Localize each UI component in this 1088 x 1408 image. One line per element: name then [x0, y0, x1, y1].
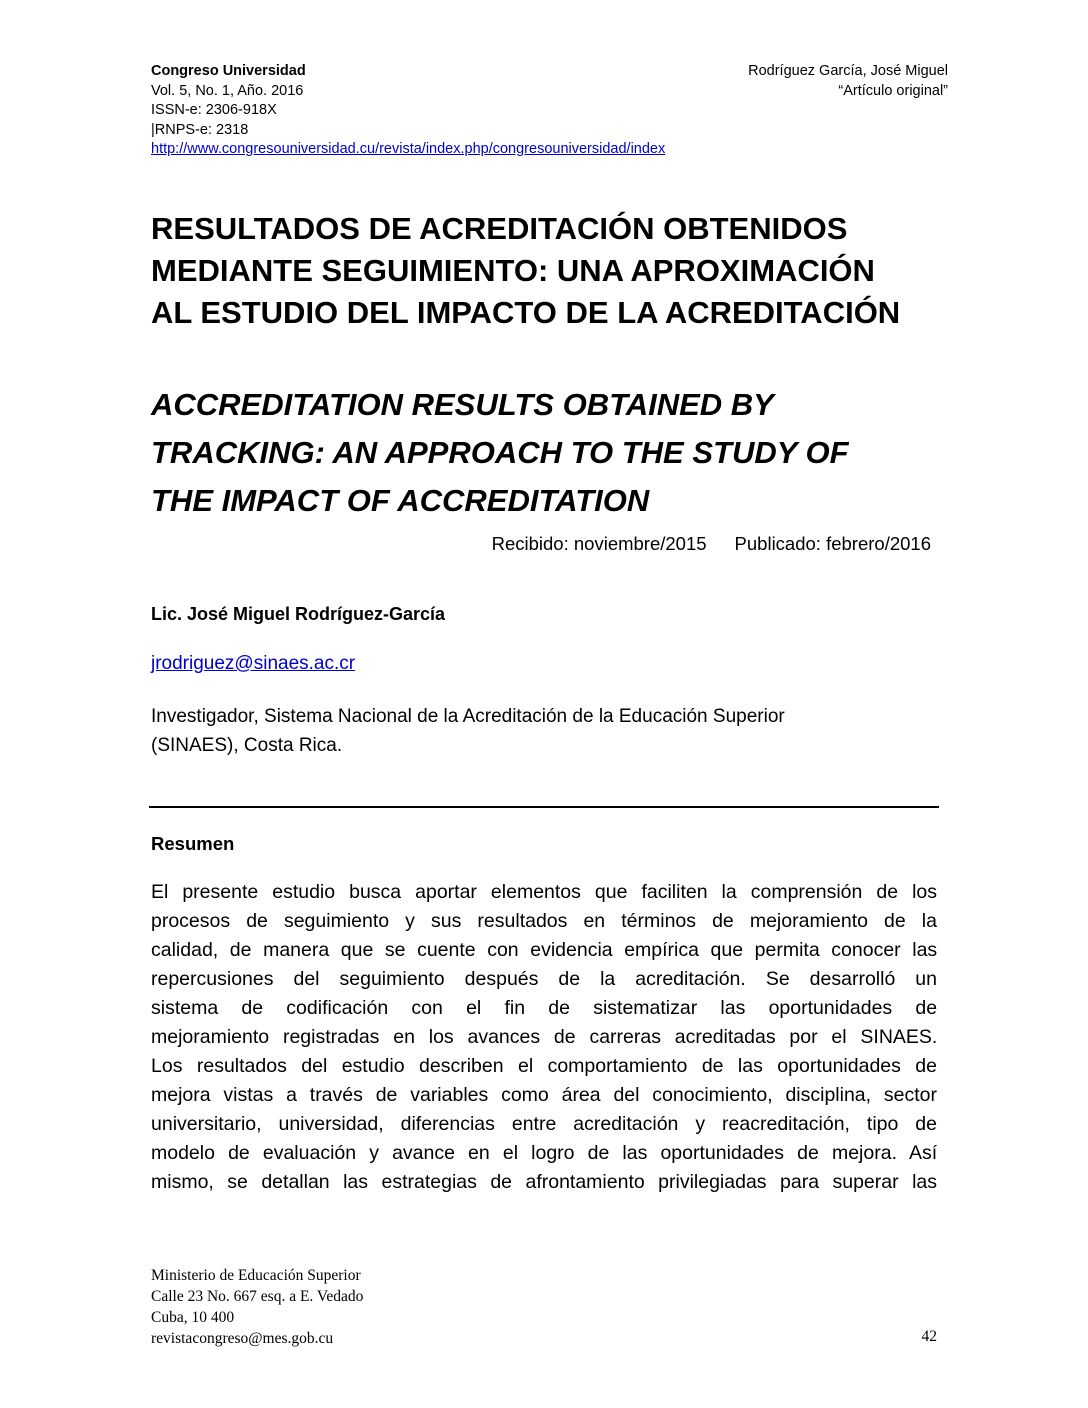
- abstract-line: mejoramiento registradas en los avances de carreras acreditadas por el SINAES.: [151, 1026, 937, 1048]
- title-spanish-line: MEDIANTE SEGUIMIENTO: UNA APROXIMACIÓN: [151, 253, 875, 288]
- journal-url-link[interactable]: http://www.congresouniversidad.cu/revista/index.php/congresouniversidad/index: [151, 141, 666, 157]
- abstract-line: Los resultados del estudio describen el comportamiento de las oportunidades de: [151, 1055, 937, 1077]
- abstract-heading: Resumen: [151, 833, 235, 854]
- footer-line: revistacongreso@mes.gob.cu: [151, 1330, 334, 1347]
- abstract-line: modelo de evaluación y avance en el logro de las oportunidades de mejora. Así: [151, 1142, 937, 1164]
- author-name: Lic. José Miguel Rodríguez-García: [151, 604, 446, 624]
- section-divider: [149, 806, 939, 808]
- journal-rnps: |RNPS-e: 2318: [151, 121, 249, 138]
- published-date: Publicado: febrero/2016: [734, 533, 931, 554]
- footer-line: Ministerio de Educación Superior: [151, 1267, 361, 1284]
- running-header: [748, 62, 948, 101]
- footer-line: Calle 23 No. 667 esq. a E. Vedado: [151, 1288, 364, 1305]
- title-english: [151, 381, 951, 525]
- abstract-line: universitario, universidad, diferencias entre acreditación y reacreditación, tipo de: [151, 1113, 937, 1135]
- running-author: Rodríguez García, José Miguel: [748, 63, 948, 79]
- title-spanish-line: RESULTADOS DE ACREDITACIÓN OBTENIDOS: [151, 211, 848, 246]
- abstract-line: repercusiones del seguimiento después de la acreditación. Se desarrolló un: [151, 968, 937, 990]
- page-number: 42: [921, 1328, 937, 1345]
- affiliation-line: (SINAES), Costa Rica.: [151, 735, 343, 756]
- article-type: “Artículo original”: [838, 82, 948, 99]
- abstract-line: calidad, de manera que se cuente con evidencia empírica que permita conocer las: [151, 939, 937, 961]
- title-spanish: [151, 208, 951, 334]
- affiliation-line: Investigador, Sistema Nacional de la Acreditación de la Educación Superior: [151, 706, 785, 727]
- received-date: Recibido: noviembre/2015: [491, 533, 707, 554]
- abstract-line: El presente estudio busca aportar elementos que faciliten la comprensión de los: [151, 881, 937, 903]
- author-affiliation: [151, 702, 941, 760]
- footer-line: Cuba, 10 400: [151, 1309, 235, 1326]
- title-english-line: TRACKING: AN APPROACH TO THE STUDY OF: [151, 435, 849, 470]
- article-dates: [492, 533, 931, 555]
- abstract-line: mejora vistas a través de variables como área del conocimiento, disciplina, sector: [151, 1084, 937, 1106]
- journal-header: [151, 62, 665, 160]
- title-english-line: ACCREDITATION RESULTS OBTAINED BY: [151, 387, 774, 422]
- author-email-link[interactable]: jrodriguez@sinaes.ac.cr: [151, 653, 356, 674]
- publisher-footer: [151, 1265, 363, 1349]
- title-spanish-line: AL ESTUDIO DEL IMPACTO DE LA ACREDITACIÓN: [151, 295, 901, 330]
- journal-volume: Vol. 5, No. 1, Año. 2016: [151, 82, 304, 99]
- journal-name: Congreso Universidad: [151, 63, 306, 79]
- abstract-line: procesos de seguimiento y sus resultados en términos de mejoramiento de la: [151, 910, 937, 932]
- journal-issn: ISSN-e: 2306-918X: [151, 102, 277, 118]
- title-english-line: THE IMPACT OF ACCREDITATION: [151, 483, 650, 518]
- abstract-line: sistema de codificación con el fin de sistematizar las oportunidades de: [151, 997, 937, 1019]
- abstract-line: mismo, se detallan las estrategias de afrontamiento privilegiadas para superar las: [151, 1171, 937, 1193]
- abstract-body: [151, 878, 937, 1197]
